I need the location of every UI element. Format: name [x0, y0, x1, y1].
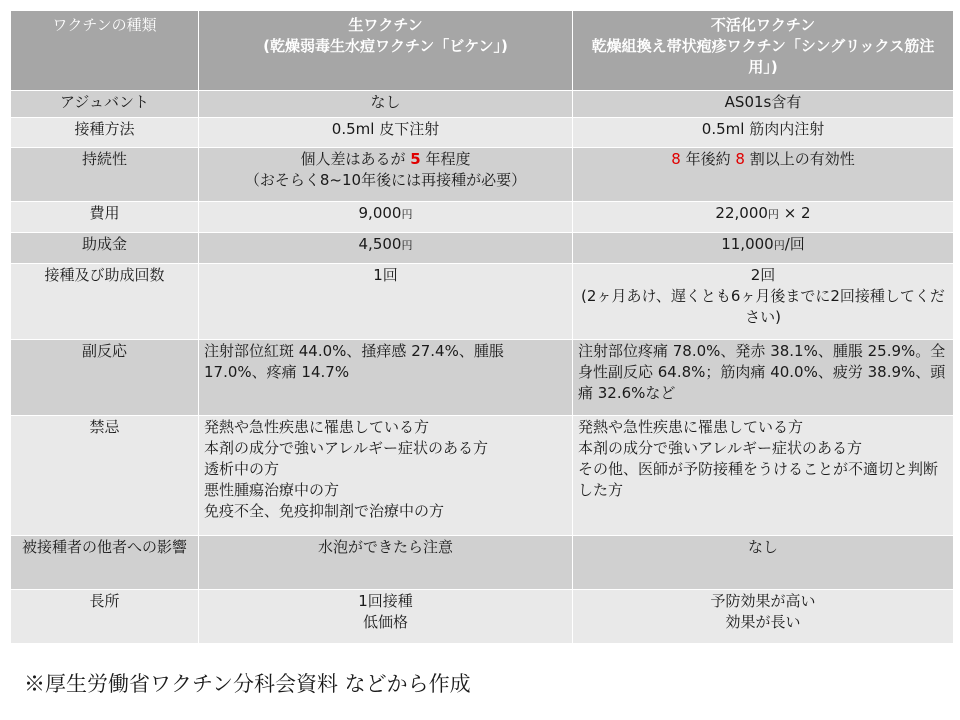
row-duration	[11, 148, 954, 202]
row-cost	[11, 202, 954, 233]
live-adjuvant: なし	[199, 91, 573, 118]
live-merits: 1回接種 低価格	[199, 590, 573, 644]
label-side-effects: 副反応	[11, 340, 199, 416]
header-live-vaccine: 生ワクチン (乾燥弱毒生水痘ワクチン「ビケン」)	[199, 11, 573, 91]
row-side-effects	[11, 340, 954, 416]
row-merits	[11, 590, 954, 644]
header-vaccine-type: ワクチンの種類	[11, 11, 199, 91]
row-subsidy	[11, 233, 954, 264]
inact-effect-on-others: なし	[573, 536, 954, 590]
live-side-effects: 注射部位紅斑 44.0%、掻痒感 27.4%、腫脹 17.0%、疼痛 14.7%	[199, 340, 573, 416]
live-duration: 個人差はあるが 5 年程度 （おそらく8~10年後には再接種が必要）	[199, 148, 573, 202]
header-inactivated-vaccine: 不活化ワクチン 乾燥組換え帯状疱疹ワクチン「シングリックス筋注用」)	[573, 11, 954, 91]
inact-count: 2回 (2ヶ月あけ、遅くとも6ヶ月後までに2回接種してください)	[573, 264, 954, 340]
inact-method: 0.5ml 筋肉内注射	[573, 118, 954, 148]
header-row	[11, 11, 954, 91]
live-contraindications: 発熱や急性疾患に罹患している方 本剤の成分で強いアレルギー症状のある方 透析中の方 悪性腫瘍治療中の方 免疫不全、免疫抑制剤で治療中の方	[199, 416, 573, 536]
live-subsidy: 4,500円	[199, 233, 573, 264]
label-count: 接種及び助成回数	[11, 264, 199, 340]
label-contraindications: 禁忌	[11, 416, 199, 536]
label-method: 接種方法	[11, 118, 199, 148]
inact-merits: 予防効果が高い 効果が長い	[573, 590, 954, 644]
inact-cost: 22,000円 × 2	[573, 202, 954, 233]
label-cost: 費用	[11, 202, 199, 233]
live-effect-on-others: 水泡ができたら注意	[199, 536, 573, 590]
row-contraindications	[11, 416, 954, 536]
row-effect-on-others	[11, 536, 954, 590]
live-count: 1回	[199, 264, 573, 340]
label-merits: 長所	[11, 590, 199, 644]
label-subsidy: 助成金	[11, 233, 199, 264]
label-adjuvant: アジュバント	[11, 91, 199, 118]
row-count	[11, 264, 954, 340]
vaccine-comparison-table	[10, 10, 954, 644]
row-method	[11, 118, 954, 148]
inact-duration: 8 年後約 8 割以上の有効性	[573, 148, 954, 202]
label-effect-on-others: 被接種者の他者への影響	[11, 536, 199, 590]
row-adjuvant	[11, 91, 954, 118]
inact-contraindications: 発熱や急性疾患に罹患している方 本剤の成分で強いアレルギー症状のある方 その他、医師が予防接種をうけることが不適切と判断した方	[573, 416, 954, 536]
inact-adjuvant: AS01s含有	[573, 91, 954, 118]
label-duration: 持続性	[11, 148, 199, 202]
inact-subsidy: 11,000円/回	[573, 233, 954, 264]
live-cost: 9,000円	[199, 202, 573, 233]
inact-side-effects: 注射部位疼痛 78.0%、発赤 38.1%、腫脹 25.9%。全身性副反応 64.8%；筋肉痛 40.0%、疲労 38.9%、頭痛 32.6%など	[573, 340, 954, 416]
live-method: 0.5ml 皮下注射	[199, 118, 573, 148]
source-note: ※厚生労働省ワクチン分科会資料 などから作成	[24, 672, 471, 696]
